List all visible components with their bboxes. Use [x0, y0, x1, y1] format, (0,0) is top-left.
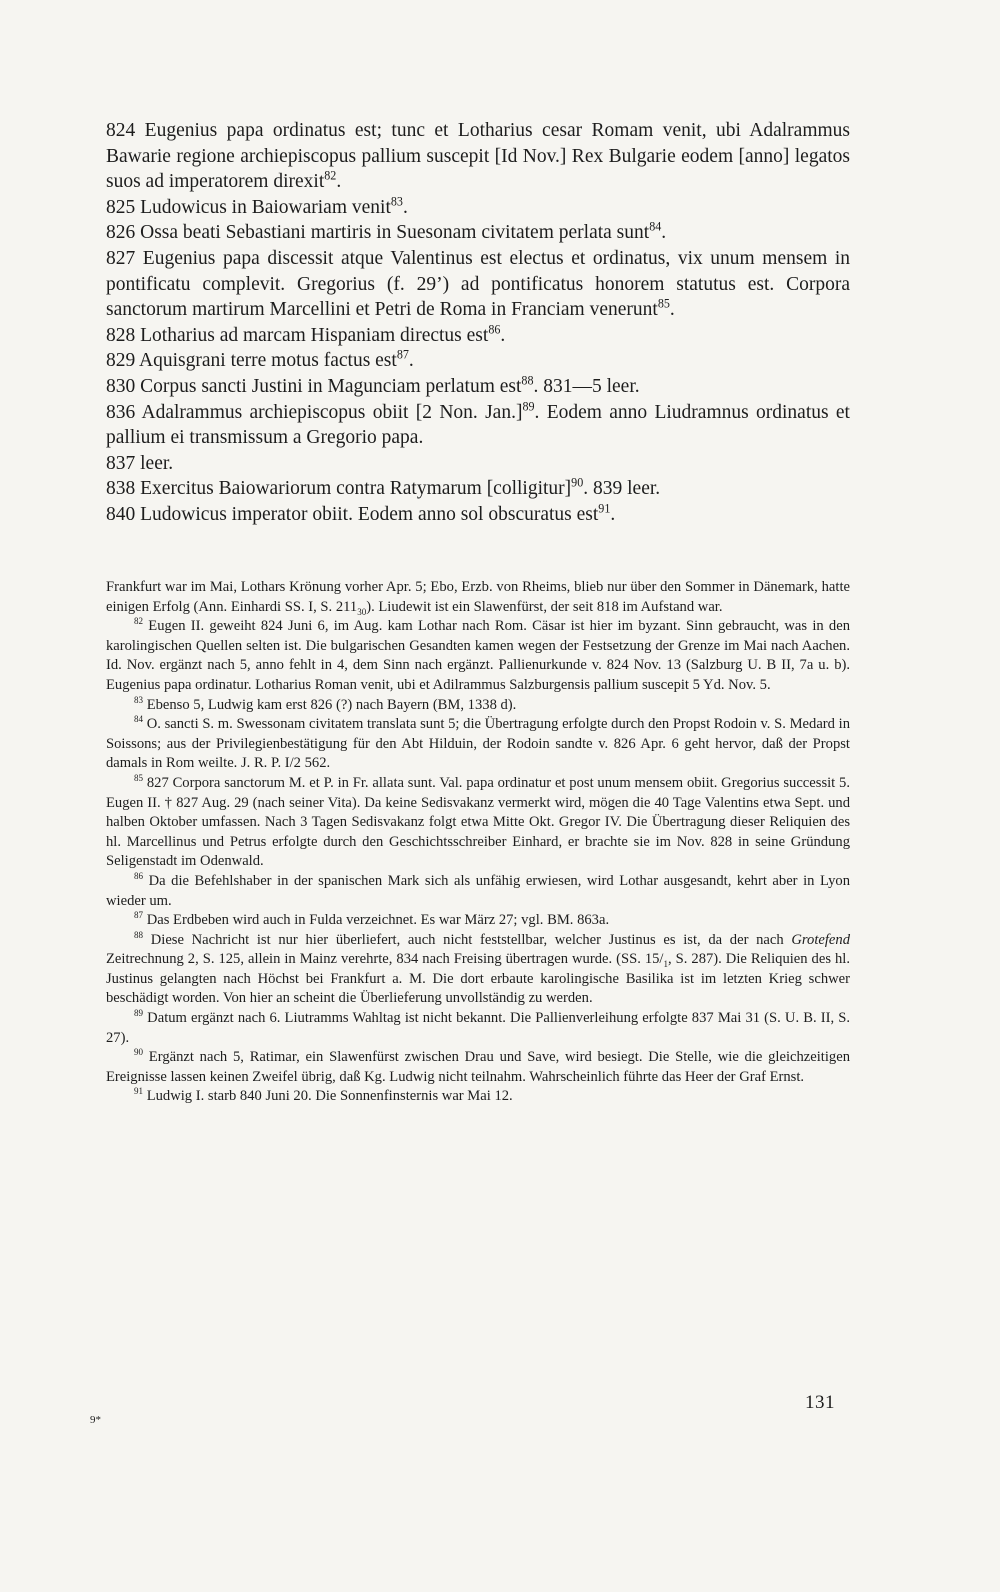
note-reference: 91: [134, 1086, 144, 1097]
text-run: , S. 287). Die Reliquien des hl. Justinus gelangten nach Höchst bei Frankfurt a. M. Die dort erbaute karolingische Basilika ist im letzten Krieg schwer beschädigt worden. Von hier an scheint die Überlieferung unvollständig zu werden.: [106, 951, 850, 1007]
text-run: Zeitrechnung 2, S. 125, allein in Mainz verehrte, 834 nach Freising übertragen wurde. (SS. 15/: [106, 951, 664, 968]
subscript: 30: [357, 606, 367, 617]
text-run: 827 Corpora sanctorum M. et P. in Fr. allata sunt. Val. papa ordinatur et post unum mensem obiit. Gregorius successit 5. Eugen II. † 827 Aug. 29 (nach seiner Vita). Da keine Sedisvakanz vermerkt wird, mögen die 40 Tage Valentins etwa Sept. und halben Oktober umfassen. Nach 3 Tagen Sedisvakanz folgt etwa Mitte Okt. Gregor IV. Die Übertragung dieser Reliquien des hl. Marcellinus und Petrus erfolgte durch den Geschichtsschreiber Einhard, er brachte sie im Nov. 828 in seine Gründung Seligenstadt im Odenwald.: [106, 774, 850, 870]
note-reference: 82: [324, 168, 337, 183]
text-run: Diese Nachricht ist nur hier überliefert, auch nicht feststellbar, welcher Justinus es ist, da der nach: [143, 931, 792, 948]
annal-entry: [106, 451, 850, 477]
text-run: O. sancti S. m. Swessonam civitatem translata sunt 5; die Übertragung erfolgte durch den Propst Rodoin v. S. Medard in Soissons; aus der Privilegienbestätigung für den Abt Hilduin, der Rodoin sandte v. 826 Apr. 6 geht hervor, daß der Propst damals in Rom weilte. J. R. P. I/2 562.: [106, 716, 850, 772]
page-number: 131: [805, 1392, 835, 1413]
annal-entry: [106, 348, 850, 374]
text-run: 825 Ludowicus in Baiowariam venit: [106, 196, 391, 218]
text-run: 836 Adalrammus archiepiscopus obiit [2 Non. Jan.]: [106, 401, 523, 423]
text-run: 830 Corpus sancti Justini in Magunciam perlatum est: [106, 375, 522, 397]
footnotes: [106, 578, 850, 1107]
note-reference: 83: [134, 694, 144, 705]
note-reference: 86: [488, 322, 501, 337]
footnote: [106, 911, 850, 931]
annal-entry: [106, 220, 850, 246]
text-run: .: [402, 196, 408, 218]
text-run: Ebenso 5, Ludwig kam erst 826 (?) nach Bayern (BM, 1338 d).: [143, 696, 517, 713]
annal-entry: [106, 476, 850, 502]
annal-entry: [106, 246, 850, 323]
note-reference: 86: [134, 871, 144, 882]
note-reference: 90: [571, 475, 584, 490]
note-reference: 91: [598, 501, 611, 516]
note-reference: 87: [396, 347, 409, 362]
footnote: [106, 1087, 850, 1107]
annal-entry: [106, 323, 850, 349]
footnote: [106, 1009, 850, 1048]
note-reference: 84: [134, 714, 144, 725]
text-run: ). Liudewit ist ein Slawenfürst, der seit 818 im Aufstand war.: [366, 598, 723, 615]
annal-entry: [106, 118, 850, 195]
text-run: . Eodem anno Liudramnus ordinatus et pallium ei transmissum a Gregorio papa.: [106, 401, 850, 449]
text-run: .: [336, 171, 342, 193]
text-run: Ergänzt nach 5, Ratimar, ein Slawenfürst zwischen Drau und Save, wird besiegt. Die Stelle, wie die gleichzeitigen Ereignisse lassen keinen Zweifel übrig, daß Kg. Ludwig nicht teilnahm. Wahrscheinlich führte das Heer der Graf Ernst.: [106, 1049, 850, 1085]
footnote: [106, 617, 850, 695]
note-reference: 85: [134, 773, 144, 784]
note-reference: 83: [390, 194, 403, 209]
note-reference: 84: [649, 219, 662, 234]
text-run: .: [500, 324, 506, 346]
footnote: [106, 1048, 850, 1087]
annal-entry: [106, 400, 850, 451]
annal-entries: [106, 118, 850, 528]
text-run: . 839 leer.: [583, 478, 661, 500]
text-run: 837 leer.: [106, 452, 174, 474]
footnote: [106, 774, 850, 872]
text-run: 827 Eugenius papa discessit atque Valentinus est electus et ordinatus, vix unum mensem in pontificatu complevit. Gregorius (f. 29’) ad pontificatus honorem statutus est. Corpora sanctorum martirum Marcellini et Petri de Roma in Franciam venerunt: [106, 247, 850, 321]
annal-entry: [106, 374, 850, 400]
note-reference: 89: [522, 399, 535, 414]
text-run: 838 Exercitus Baiowariorum contra Ratymarum [colligitur]: [106, 478, 572, 500]
note-reference: 85: [657, 296, 670, 311]
footnote: [106, 872, 850, 911]
text-run: 829 Aquisgrani terre motus factus est: [106, 350, 397, 372]
note-reference: 88: [521, 373, 534, 388]
text-run: Eugen II. geweiht 824 Juni 6, im Aug. kam Lothar nach Rom. Cäsar ist hier im byzant. Sinn gebraucht, was in den karolingischen Quellen selten ist. Die bulgarischen Gesandten kamen wegen der Festsetzung der Grenze im Mai nach Aachen. Id. Nov. ergänzt nach 5, anno fehlt in 4, dem Sinn nach ergänzt. Pallienurkunde v. 824 Nov. 13 (Salzburg U. B II, 7a u. b). Eugenius papa ordinatur. Lotharius Roman venit, ubi et Adilrammus Salzburgensis pallium suscepit 5 Yd. Nov. 5.: [106, 618, 850, 693]
note-reference: 82: [134, 616, 144, 627]
text-run: .: [610, 503, 616, 525]
footnote-continuation: [106, 578, 850, 617]
text-run: Frankfurt war im Mai, Lothars Krönung vorher Apr. 5; Ebo, Erzb. von Rheims, blieb nur über den Sommer in Dänemark, hatte einigen Erfolg (Ann. Einhardi SS. I, S. 211: [106, 579, 850, 615]
text-run: Das Erdbeben wird auch in Fulda verzeichnet. Es war März 27; vgl. BM. 863a.: [143, 912, 610, 929]
text-run: 826 Ossa beati Sebastiani martiris in Suesonam civitatem perlata sunt: [106, 222, 650, 244]
text-run: .: [408, 350, 414, 372]
text-run: Datum ergänzt nach 6. Liutramms Wahltag ist nicht bekannt. Die Pallienverleihung erfolgte 837 Mai 31 (S. U. B. II, S. 27).: [106, 1010, 850, 1046]
annal-entry: [106, 502, 850, 528]
annal-entry: [106, 195, 850, 221]
text-run: .: [669, 299, 675, 321]
text-run: 828 Lotharius ad marcam Hispaniam directus est: [106, 324, 489, 346]
note-reference: 87: [134, 910, 144, 921]
footnote: [106, 715, 850, 774]
signature-mark: 9*: [90, 1414, 101, 1426]
text-run: Ludwig I. starb 840 Juni 20. Die Sonnenfinsternis war Mai 12.: [143, 1088, 513, 1105]
note-reference: 88: [134, 929, 144, 940]
italic-text: Grotefend: [791, 931, 850, 948]
note-reference: 90: [134, 1047, 144, 1058]
text-run: 840 Ludowicus imperator obiit. Eodem anno sol obscuratus est: [106, 503, 599, 525]
footnote: [106, 931, 850, 1009]
text-run: . 831—5 leer.: [533, 375, 640, 397]
subscript: 1: [663, 959, 669, 970]
text-run: .: [661, 222, 667, 244]
footnote: [106, 696, 850, 716]
text-run: Da die Befehlshaber in der spanischen Mark sich als unfähig erwiesen, wird Lothar ausgesandt, kehrt aber in Lyon wieder um.: [106, 872, 850, 909]
text-run: 824 Eugenius papa ordinatus est; tunc et Lotharius cesar Romam venit, ubi Adalrammus Bawarie regione archiepiscopus pallium suscepit [Id Nov.] Rex Bulgarie eodem [anno] legatos suos ad imperatorem direxit: [106, 120, 850, 193]
note-reference: 89: [134, 1008, 144, 1019]
